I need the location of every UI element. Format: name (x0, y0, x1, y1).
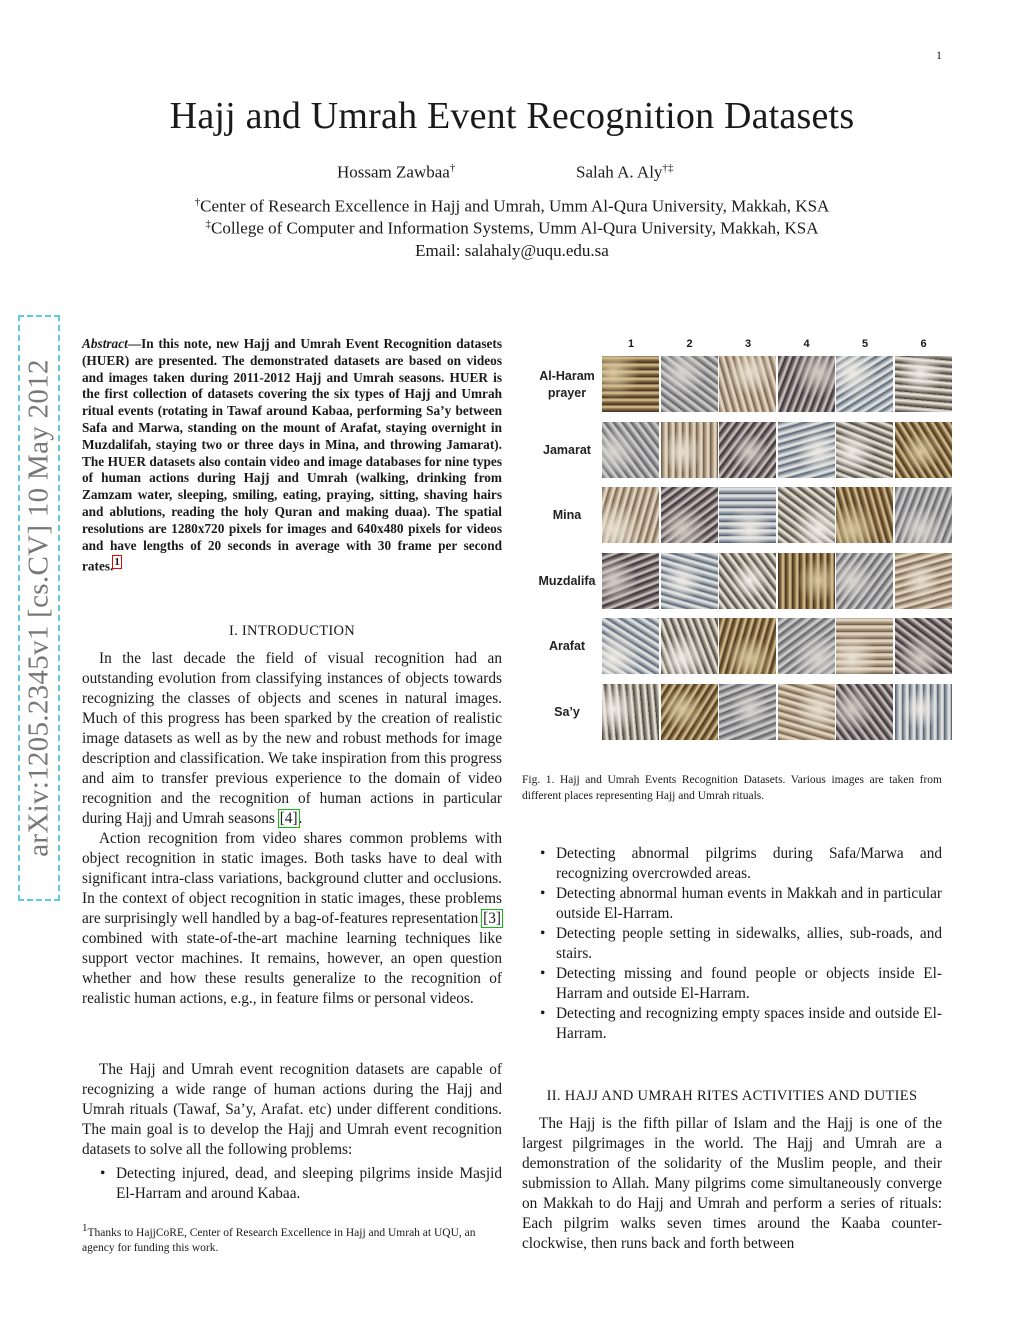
figure-photo-thumbnail (602, 422, 659, 478)
figure-column-header: 1 (627, 338, 635, 350)
intro-paragraph-3: The Hajj and Umrah event recognition datasets are capable of recognizing a wide range of human actions during the Hajj and Umrah rituals (Tawaf, Sa’y, Arafat. etc) under different conditions. The main goal is to develop the Hajj and Umrah event recognition datasets to solve all the following problems: (82, 1061, 502, 1158)
figure-photo-thumbnail (836, 553, 893, 609)
figure-column-header: 3 (744, 338, 752, 350)
intro-paragraph-2: Action recognition from video shares common problems with object recognition in static images. Both tasks have to deal with significant intra-class variations, background clutter and occlusions. In the context of object recognition in static images, these problems are surprisingly well handled by a bag-of-features representation [3] combined with state-of-the-art machine learning techniques like support vector machines. It remains, however, an open question whether and how these results generalize to the recognition of realistic human actions, e.g., in feature films or personal videos. (82, 830, 502, 1007)
section-heading-introduction: I. INTRODUCTION (228, 623, 356, 639)
figure-photo-thumbnail (836, 684, 893, 740)
footnote-ref[interactable]: 1 (114, 556, 120, 569)
figure-photo-thumbnail (719, 684, 776, 740)
author-2: Salah A. Aly†‡ (576, 162, 674, 182)
figure-photo-thumbnail (836, 487, 893, 543)
figure-photo-thumbnail (661, 684, 718, 740)
arxiv-stamp-text: arXiv:1205.2345v1 [cs.CV] 10 May 2012 (22, 359, 55, 857)
figure-row-label: Al-Haram prayer (539, 369, 595, 400)
figure-row-label: Muzdalifa (538, 573, 596, 588)
figure-photo-thumbnail (602, 618, 659, 674)
figure-photo-thumbnail (895, 684, 952, 740)
figure-photo-thumbnail (778, 553, 835, 609)
author-1: Hossam Zawbaa† (337, 162, 456, 182)
problem-list-right (522, 844, 942, 1044)
figure-photo-thumbnail (895, 618, 952, 674)
figure-column-header: 2 (686, 338, 693, 350)
footnote: $^1$Thanks to HajjCoRE, Center of Research Excellence in Hajj and Umrah at UQU, an agency for funding this work. (82, 1222, 476, 1254)
citation-3[interactable]: [3] (483, 910, 501, 927)
figure-photo-thumbnail (719, 553, 776, 609)
list-item: • Detecting injured, dead, and sleeping pilgrims inside Masjid El-Harram and around Kabaa. (82, 1164, 502, 1204)
rites-body: The Hajj is the fifth pillar of Islam and the Hajj is one of the largest pilgrimages in the world. The Hajj and Umrah are a demonstration of the solidarity of the Muslim people, and their submission to Allah. Many pilgrims come simultaneously converge on Makkah to do Hajj and Umrah and perform a series of rituals: Each pilgrim walks seven times around the Kaaba counter-clockwise, then runs back and forth between (522, 1115, 942, 1252)
figure-column-header: 6 (920, 338, 927, 350)
figure-photo-thumbnail (836, 618, 893, 674)
figure-photo-thumbnail (719, 487, 776, 543)
figure-photo-thumbnail (778, 356, 835, 412)
figure-photo-thumbnail (778, 487, 835, 543)
figure-photo-thumbnail (602, 356, 659, 412)
figure-column-header: 4 (803, 338, 810, 350)
abstract-text: —In this note, new Hajj and Umrah Event Recognition datasets (HUER) are presented. The demonstrated datasets are based on videos and images taken during 2011-2012 Hajj and Umrah seasons. HUER is the first collection of datasets covering the six types of Hajj and Umrah ritual events (rotating in Tawaf around Kabaa, performing Sa’y between Safa and Marwa, standing on the mount of Arafat, staying overnight in Muzdalifah, staying two or three days in Mina, and throwing Jamarat). The HUER datasets also contain video and image databases for nine types of human actions during Hajj and Umrah (walking, drinking from Zamzam water, sleeping, smiling, eating, praying, sitting, shaving hairs and ablutions, reading the holy Quran and making duaa). The spatial resolutions are 1280x720 pixels for images and 640x480 pixels for videos and have lengths of 20 seconds in average with 30 frame per second rates. (82, 336, 502, 574)
figure-1 (534, 338, 954, 750)
figure-photo-thumbnail (602, 684, 659, 740)
problem-list-left (82, 1164, 502, 1204)
intro-body (82, 649, 502, 1009)
figure-photo-thumbnail (661, 487, 718, 543)
figure-row-label: Sa’y (554, 704, 580, 719)
figure-caption: Fig. 1. Hajj and Umrah Events Recognition Datasets. Various images are taken from different places representing Hajj and Umrah rituals. (522, 774, 942, 802)
figure-photo-thumbnail (895, 356, 952, 412)
affiliation-1: †Center of Research Excellence in Hajj and Umrah, Umm Al-Qura University, Makkah, KSA (194, 196, 830, 216)
list-item: • Detecting abnormal human events in Makkah and in particular outside El-Harram. (522, 884, 942, 924)
figure-row-label: Jamarat (543, 442, 591, 457)
email: Email: salahaly@uqu.edu.sa (415, 241, 609, 260)
figure-photo-thumbnail (778, 422, 835, 478)
figure-column-header: 5 (861, 338, 869, 350)
figure-row-label: Mina (552, 508, 582, 522)
figure-photo-thumbnail (661, 356, 718, 412)
figure-photo-thumbnail (895, 553, 952, 609)
list-item: • Detecting people setting in sidewalks, allies, sub-roads, and stairs. (522, 924, 942, 964)
figure-photo-thumbnail (661, 553, 718, 609)
figure-photo-thumbnail (778, 684, 835, 740)
figure-photo-thumbnail (719, 356, 776, 412)
figure-photo-thumbnail (895, 487, 952, 543)
figure-photo-thumbnail (836, 422, 893, 478)
list-item: • Detecting abnormal pilgrims during Safa/Marwa and recognizing overcrowded areas. (522, 844, 942, 884)
figure-photo-thumbnail (778, 618, 835, 674)
figure-photo-thumbnail (895, 422, 952, 478)
citation-4[interactable]: [4] (279, 810, 298, 827)
figure-photo-thumbnail (836, 356, 893, 412)
figure-photo-thumbnail (661, 422, 718, 478)
figure-photo-thumbnail (661, 618, 718, 674)
figure-row-label: Arafat (548, 639, 586, 653)
list-item: • Detecting missing and found people or objects inside El-Harram and outside El-Harram. (522, 964, 942, 1004)
list-item: • Detecting and recognizing empty spaces inside and outside El-Harram. (522, 1004, 942, 1044)
affiliation-2: ‡College of Computer and Information Systems, Umm Al-Qura University, Makkah, KSA (205, 218, 819, 238)
figure-photo-thumbnail (602, 553, 659, 609)
figure-photo-thumbnail (602, 487, 659, 543)
figure-photo-thumbnail (719, 618, 776, 674)
section-heading-rites: II. HAJJ AND UMRAH RITES ACTIVITIES AND DUTIES (546, 1088, 918, 1104)
page-number: 1 (936, 48, 942, 62)
figure-photo-thumbnail (719, 422, 776, 478)
paper-title: Hajj and Umrah Event Recognition Datasets (169, 95, 855, 137)
intro-paragraph-1: In the last decade the field of visual recognition had an outstanding evolution from classifying instances of objects towards recognizing the classes of objects and scenes in natural images. Much of this progress has been sparked by the creation of realistic image datasets as well as by the new and robust methods for image description and classification. We take inspiration from this progress and aim to transfer previous experience to the domain of video recognition and the recognition of human actions in particular during Hajj and Umrah seasons [4]. (82, 650, 502, 827)
abstract (82, 336, 502, 576)
arxiv-stamp (18, 315, 60, 901)
abstract-label: Abstract (82, 336, 128, 351)
